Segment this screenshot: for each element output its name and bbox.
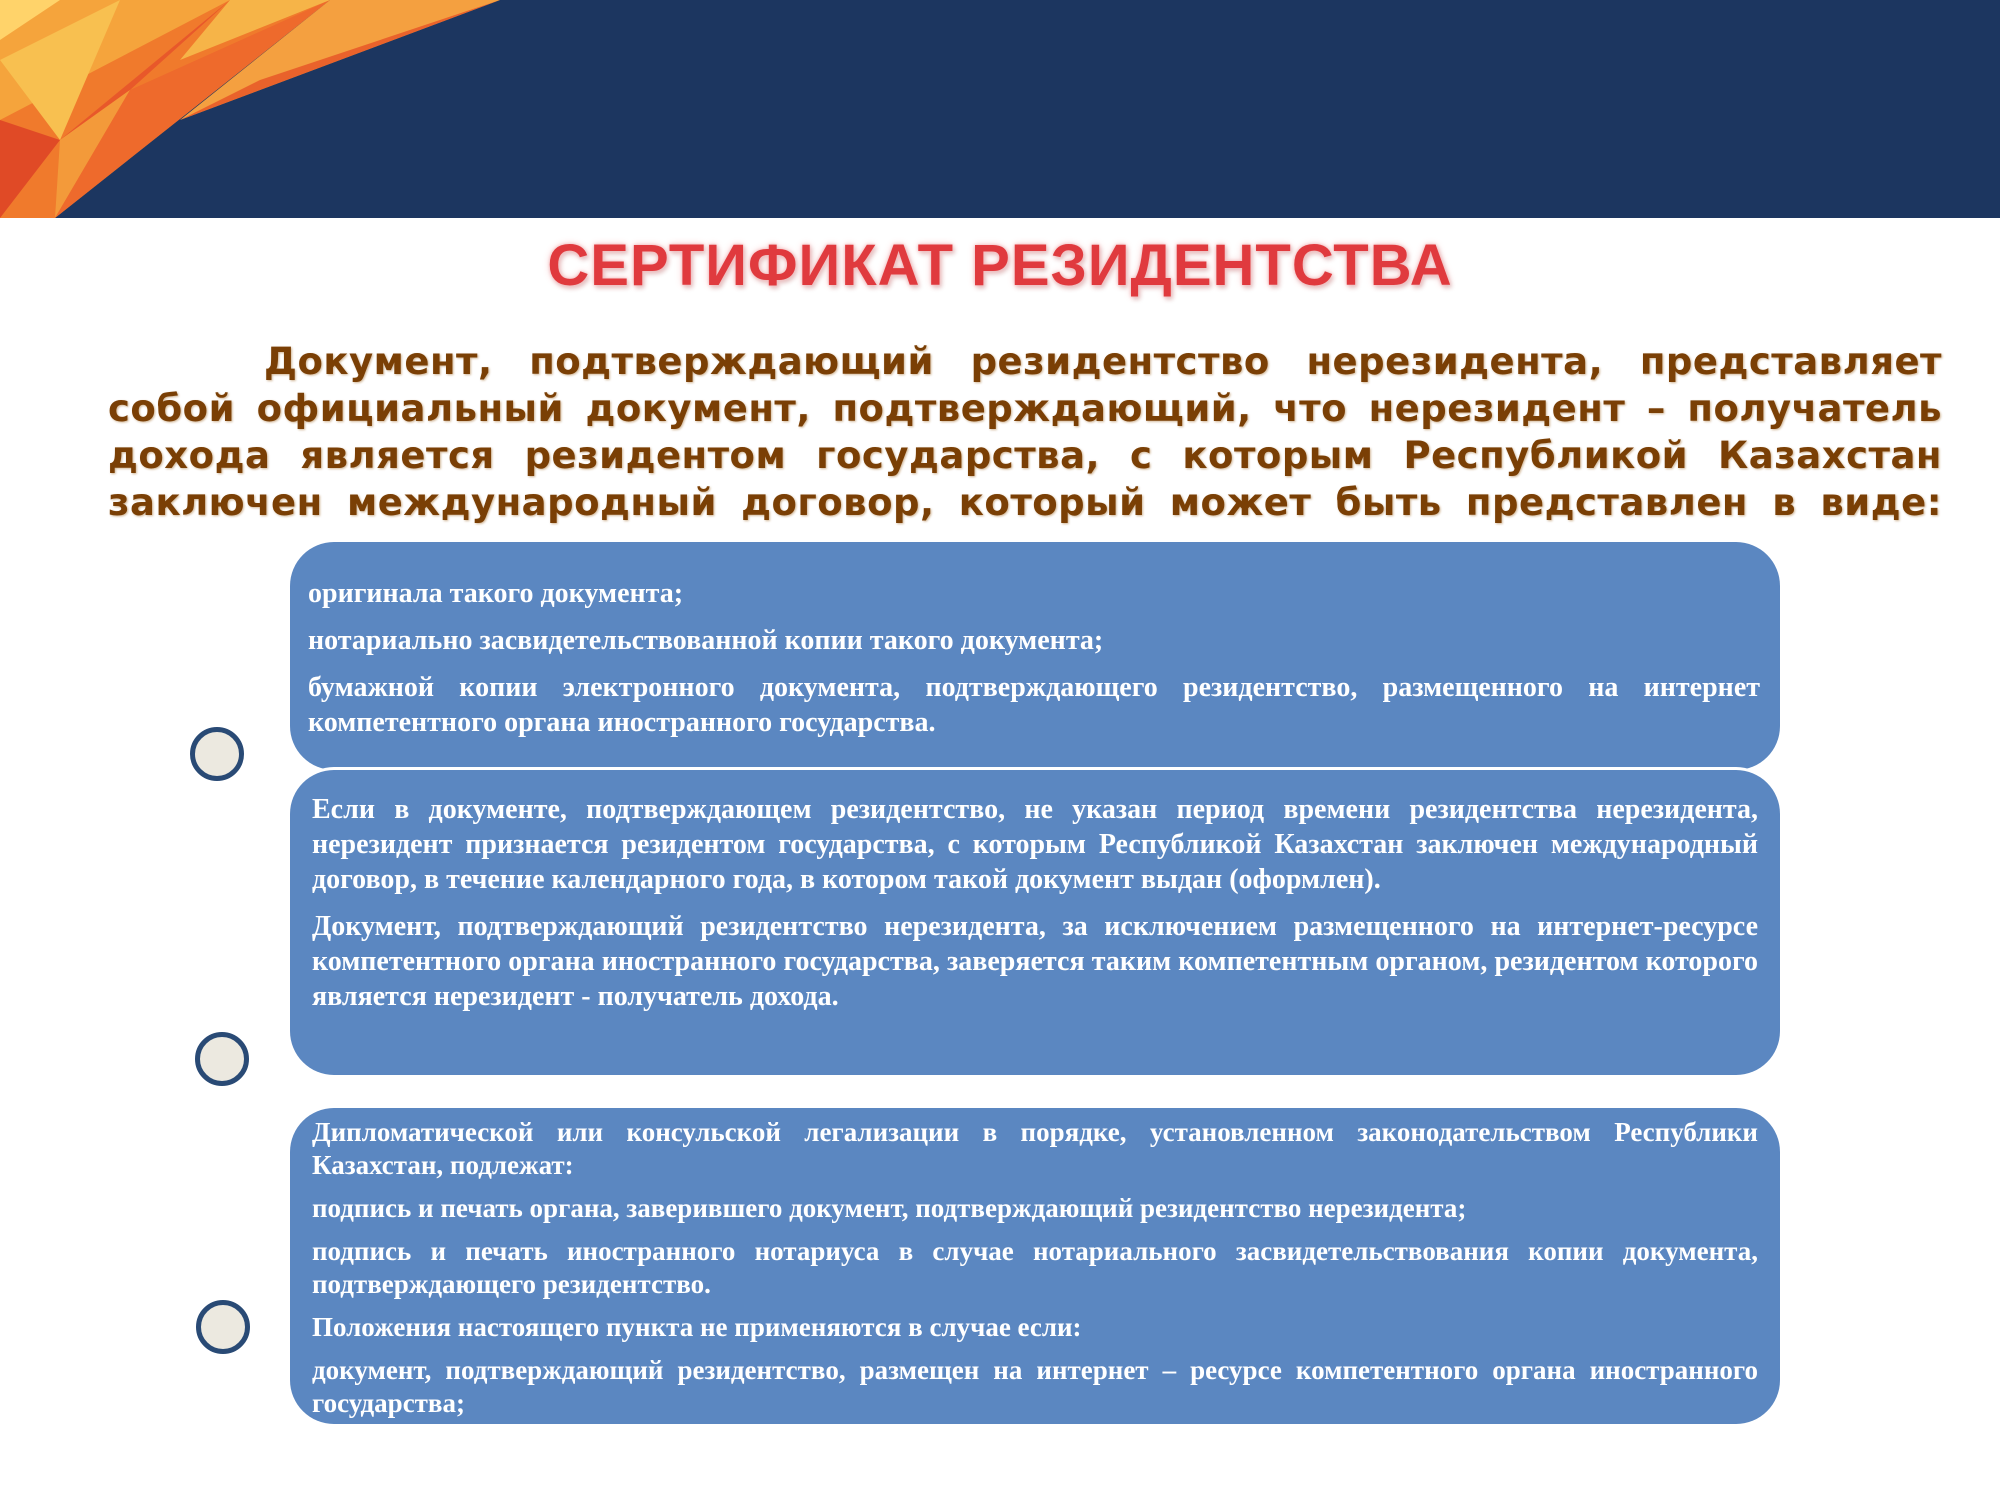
paragraph: документ, подтверждающий резидентство, размещен на интернет – ресурсе компетентного органа иностранного государства; (312, 1355, 1758, 1418)
circle-marker-2 (195, 1032, 249, 1086)
header-band (0, 0, 2000, 218)
list-item: нотариально засвидетельствованной копии такого документа; (308, 625, 1104, 656)
paragraph: Положения настоящего пункта не применяются в случае если: (312, 1312, 1082, 1342)
legalization-box (290, 1108, 1780, 1424)
list-item: бумажной копии электронного документа, подтверждающего резидентство, размещенного на интернет компетентного органа иностранного государства. (308, 672, 1760, 738)
paragraph: подпись и печать иностранного нотариуса в случае нотариального засвидетельствования копии документа, подтверждающего резидентство. (312, 1236, 1758, 1299)
residency-period-box (290, 770, 1780, 1075)
paragraph: Документ, подтверждающий резидентство нерезидента, за исключением размещенного на интернет-ресурсе компетентного органа иностранного государства, заверяется таким компетентным органом, резидентом которого является нерезидент - получатель дохода. (312, 911, 1758, 1012)
circle-marker-1 (190, 727, 244, 781)
intro-text: Документ, подтверждающий резидентство нерезидента, представляет собой официальный документ, подтверждающий, что нерезидент – получатель дохода является резидентом государства, с которым Республикой Казахстан заключен международный договор, который может быть представлен в виде: (108, 340, 1942, 524)
paragraph: Дипломатической или консульской легализации в порядке, установленном законодательством Республики Казахстан, подлежат: (312, 1117, 1758, 1180)
page-title: СЕРТИФИКАТ РЕЗИДЕНТСТВА (547, 233, 1453, 298)
list-item: оригинала такого документа; (308, 578, 684, 609)
circle-marker-3 (196, 1300, 250, 1354)
orange-triangles-decoration (0, 0, 520, 218)
paragraph: подпись и печать органа, заверившего документ, подтверждающий резидентство нерезидента; (312, 1193, 1467, 1223)
paragraph: Если в документе, подтверждающем резидентство, не указан период времени резидентства нерезидента, нерезидент признается резидентом государства, с которым Республикой Казахстан заключен международный договор, в течение календарного года, в котором такой документ выдан (оформлен). (312, 794, 1758, 895)
intro-paragraph (108, 338, 1942, 526)
document-forms-box (290, 542, 1780, 770)
